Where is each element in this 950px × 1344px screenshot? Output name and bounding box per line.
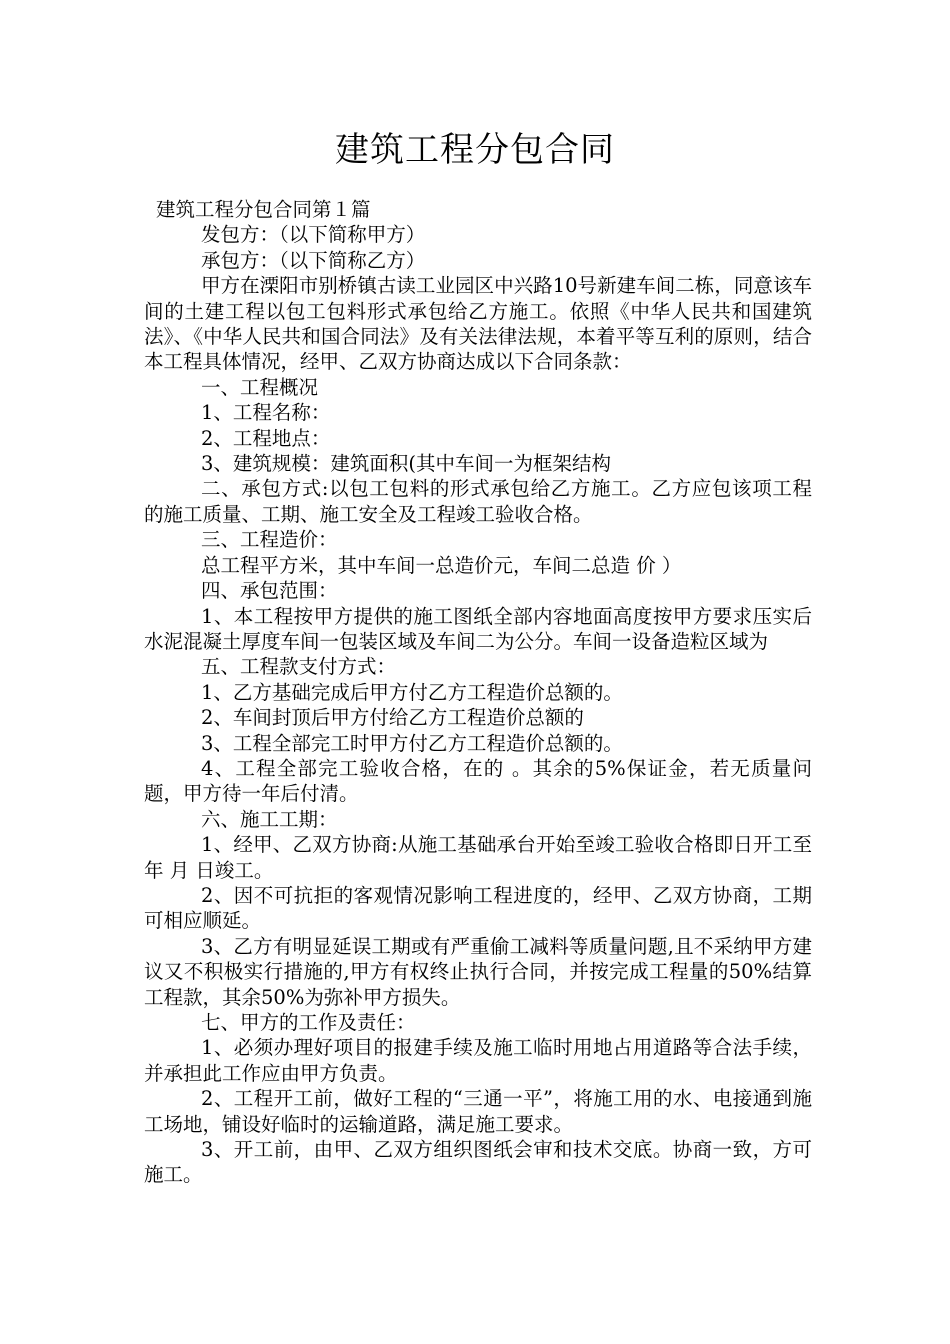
paragraph: 二、承包方式:以包工包料的形式承包给乙方施工。乙方应包该项工程的施工质量、工期、施工安全及工程竣工验收合格。 xyxy=(144,477,812,526)
document-body xyxy=(144,197,812,1188)
paragraph: 1、必须办理好项目的报建手续及施工临时用地占用道路等合法手续，并承担此工作应由甲方负责。 xyxy=(144,1036,812,1085)
paragraph: 总工程平方米，其中车间一总造价元，车间二总造 价 ） xyxy=(201,553,682,577)
paragraph: 五、工程款支付方式： xyxy=(201,655,397,679)
paragraph: 建筑工程分包合同第１篇 xyxy=(156,198,371,221)
paragraph: 3、乙方有明显延误工期或有严重偷工减料等质量问题,且不采纳甲方建议又不积极实行措施的,甲方有权终止执行合同，并按完成工程量的50%结算工程款，其余50%为弥补甲方损失。 xyxy=(144,934,812,1009)
paragraph: 2、车间封顶后甲方付给乙方工程造价总额的 xyxy=(201,706,584,730)
paragraph: 3、建筑规模：建筑面积(其中车间一为框架结构 xyxy=(201,452,612,476)
paragraph: 甲方在溧阳市别桥镇古读工业园区中兴路10号新建车间二栋，同意该车间的土建工程以包工包料形式承包给乙方施工。依照《中华人民共和国建筑法》、《中华人民共和国合同法》及有关法律法规，本着平等互利的原则，结合本工程具体情况，经甲、乙双方协商达成以下合同条款： xyxy=(144,274,812,374)
paragraph: 3、开工前，由甲、乙双方组织图纸会审和技术交底。协商一致，方可施工。 xyxy=(144,1138,812,1187)
paragraph: 六、施工工期： xyxy=(201,807,338,831)
paragraph: 1、乙方基础完成后甲方付乙方工程造价总额的。 xyxy=(201,680,623,704)
paragraph: 2、工程开工前，做好工程的“三通一平”，将施工用的水、电接通到施工场地，铺设好临时的运输道路，满足施工要求。 xyxy=(144,1087,812,1136)
paragraph: 2、工程地点： xyxy=(201,426,331,450)
paragraph: 发包方：（以下简称甲方） xyxy=(201,223,426,247)
paragraph: 3、工程全部完工时甲方付乙方工程造价总额的。 xyxy=(201,731,623,755)
paragraph: 七、甲方的工作及责任： xyxy=(201,1011,416,1034)
paragraph: 一、工程概况 xyxy=(201,375,319,399)
paragraph: 2、因不可抗拒的客观情况影响工程进度的，经甲、乙双方协商，工期可相应顺延。 xyxy=(144,883,812,933)
paragraph: 1、工程名称： xyxy=(201,401,331,425)
paragraph: 承包方：（以下简称乙方） xyxy=(201,248,426,272)
paragraph: 4、工程全部完工验收合格，在的 。其余的5%保证金，若无质量问题，甲方待一年后付清。 xyxy=(144,756,812,806)
paragraph: 1、本工程按甲方提供的施工图纸全部内容地面高度按甲方要求压实后水泥混凝土厚度车间一包装区域及车间二为公分。车间一设备造粒区域为 xyxy=(144,604,812,653)
paragraph: 三、工程造价： xyxy=(201,528,338,552)
document-title: 建筑工程分包合同 xyxy=(335,130,615,170)
paragraph: 1、经甲、乙双方协商:从施工基础承台开始至竣工验收合格即日开工至 年 月 日竣工。 xyxy=(144,833,812,882)
paragraph: 四、承包范围： xyxy=(201,579,338,603)
